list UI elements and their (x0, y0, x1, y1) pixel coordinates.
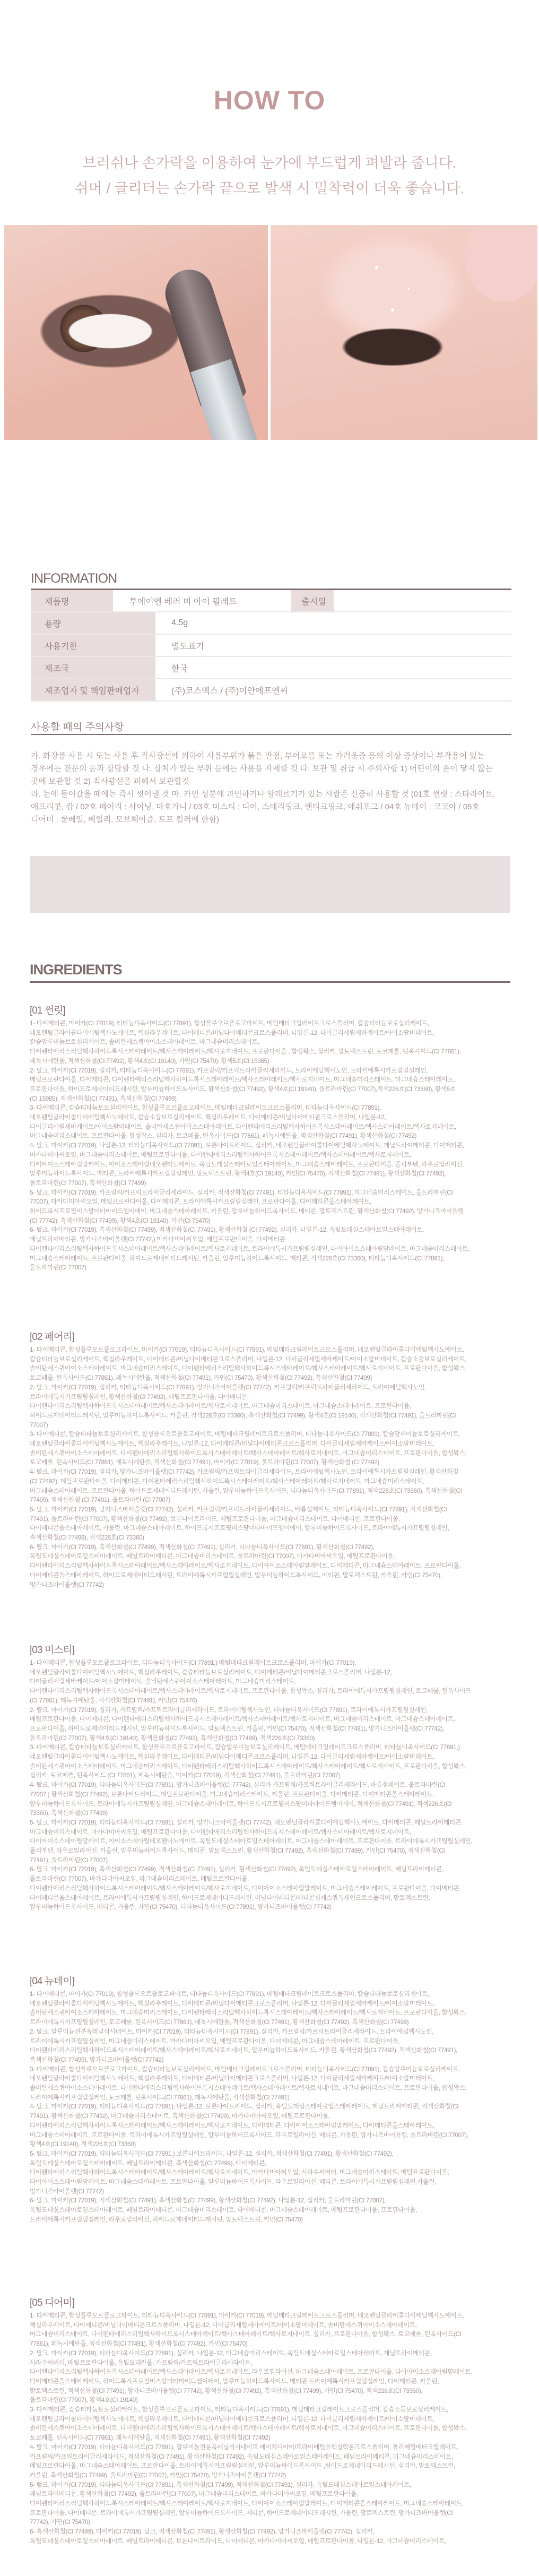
eye-glitter-finger-photo (271, 225, 537, 440)
ingredient-item: 1- 다이메티콘, 합성플루오르플로고파이트, 마이카(CI 77019), 티타늄디옥사이드(CI 77891), 메틸메타크릴레이트크로스폴리머, 네오펜틸글라이콜다이에틸헥사노에이트, 칼슘티타늄보로실리케이트, 헥실라우레이트, 다이메티콘/비닐다이메티콘크로스폴리머, 나일론-12, 다이글리세릴세바케이트/아이소팔미테이트, 칼슘소듐보로실리케이트, 솔비탄세스퀴아이소스테아레이트, 마그네슘미리스테이트, 다이펜타에리스리틸헥사하이드록시스테아레이트/헥사스테아레이트/헥사로지네이트, 프로판다이올, 합성왁스, 토코페롤, 틴옥사이드(CI 77861), 페녹시에탄올, 적색산화철(CI 77491), 카민(CI 75470), 황색산화철(CI 77492), 흑색산화철(CI 77499) (30, 1346, 467, 1382)
ingredient-item: 4- 탈크, 마이카(CI 77019), 나일론-12, 티타늄디옥사이드(CI 77891), 보론나이트라이드, 실리카, 네오펜틸글라이콜다이에틸헥사노에이트, 페닐트라이메티콘, 다이메티콘, 마카다미아씨오일, 마그네슘미리스테이트, 메틸프로판다이올, 다이펜타에리스리틸헥사하이드록시스테아레이트/헥사스테아레이트/헥사로지네이트, 다이아이소스테아릴말레이트, 아이소스테아릴네오펜타노에이트, 옥틸도데실스테아로일스테아레이트, 마그네슘스테아레이트, 프로판다이올, 폴리부텐, 라우로일라이신, 알루미늄하이드록사이드, 메티콘, 트라이에톡시카프릴릴실레인, 말토덱스트린, 황색4호(CI 19140), 카민(CI 75470), 적색산화철(CI 77491), 황색산화철(CI 77492), 울트라마린(CI 77007), 흑색산화철(CI 77499) (30, 1142, 464, 1187)
divider (30, 981, 510, 983)
ingredient-item: 5- 탈크, 마이카(CI 77019), 카프릴릭/카프릭트라이글리세라이드, 실리카, 적색산화철(CI 77491), 티타늄디옥사이드(CI 77891), 마그네슘미리스테이트, 울트라마린(CI 77007), 마카다미아씨오일, 메틸프로판다이올, 다이메티콘, 트라이에톡시카프릴릴실레인, 프로판다이올, 다이메티콘올스테아레이트, 하이드록시프로필비스팔미타마이드엠이에이, 마그네슘스테아레이트, 카올린, 알루미늄하이드록사이드, 메티콘, 말토덱스트린, 황색산화철(CI 77492), 망가니즈바이올렛 (CI 77742), 흑색산화철(CI 77499), 황색4호(CI 19140), 카민(CI 75470) (30, 1188, 464, 1224)
ingredient-item: 6- 탈크, 마이카(CI 77019), 흑색산화철(CI 77499), 적색산화철(CI 77491), 실리카, 티타늄디옥사이드(CI 77891), 황색산화철(CI 77492), 옥틸도데실스테아로일스테아레이트, 페닐트라이메티콘, 마그네슘미리스테이트, 울트라마린(CI 77007), 마카다미아씨오일, 메틸프로판다이올, 다이펜타에리스리틸헥사하이드록시스테아레이트/헥사스테아레이트/헥사로지네이트, 다이아이소스테아릴말레이트, 다이메티콘, 마그네슘스테아레이트, 프로판다이올, 다이메티콘올스테아레이트, 하이드로제네이티드레시틴, 트라이에톡시카프릴릴실레인, 알루미늄하이드록사이드, 메티콘, 말토덱스트린, 카올린, 카민(CI 75470), 망가니즈바이올렛(CI 77742) (30, 1543, 461, 1588)
howto-instruction-2: 쉬머 / 글리터는 손가락 끝으로 발색 시 밀착력이 더욱 좋습니다. (74, 180, 465, 196)
ingredient-item: 6- 탈크, 마이카(CI 77019), 흑색산화철(CI 77499), 적색산화철(CI 77491), 황색산화철 (CI 77492), 실리카, 나일론-12, 옥틸도데실스테아로일스테아레이트, 페닐트라이메티콘, 망가니즈바이올렛(CI 77742,) 마카다미아씨오일, 메틸프로판다이올, 다이메티콘 다이펜타에리스리틸헥사하이드록시스테아레이트/헥사스테아레이트/헥사로지네이트, 트라이에톡시카프릴릴실레인, 다이아이소스테아릴말레이트, 마그네슘미리스테이트, 마그네슘스테아레이트, 프로판다이올, 하이드로제네이티드레시틴, 카올린, 알루미늄하이드록사이드, 메티콘, 적색226호(CI 73360), 티타늄디옥사이드(CI 77891), 울트라마린(CI 77007) (30, 1226, 470, 1272)
ingredient-item: 2- 탈크, 마이카(CI 77019), 실리카, 카프릴릭/카프릭트라이글리세라이드, 트라이에틸헥사노인, 티타늄디옥사이드(CI 77891), 트라이에톡시카프릴릴실레인, 메틸프로판다이올, 다이메티콘, 다이펜타에리스리틸헥사하이드록시스테아레이트/헥사스테아레이트/헥사로지네이트, 마그네슘미리스테이트, 마그네슘스테아레이트, 프로판다이올, 하이드로제네이티드레시틴, 알루미늄하이드록사이드, 말토덱스트린, 카올린, 카민(CI 75470), 적색산화철(CI 77491), 망가니즈바이올렛(CI 77742), 울트라마린(CI 77007), 황색4호(CI 19140), 황색산화철(CI 77492), 흑색산화철(CI 77499), 적색226호(CI 73360) (30, 1706, 455, 1742)
ingredient-item: 5- 탈크, 마이카(CI 77019), 티타늄디옥사이드(CI 77891), 흑색산화철(CI 77499), 적색산화철(CI 77491), 실리카, 옥틸도데실스테아로일스테아레이트, 페닐트라이메티콘, 황색산화철(CI 77492), 울트라마린(CI 77007), 마그네슘미리스테이트, 마카다미아씨오일, 메틸프로판다이올, 다이펜타에리스리틸헥사하이드록시스테아레이트/헥사스테아레이트/헥사로지네이트, 다이아이소스테아릴말레이트, 다이메티콘올스테아레이트, 마그네슘스테아레이트, 프로판다이올, 다이메티콘, 트라이에톡시카프릴릴실레인, 알루미늄하이드록사이드, 메티콘, 하이드로제네이티드레시틴, 카올린, 말토덱스트린, 망가니즈바이올렛(CI 77742), 카민(CI 75470) (30, 2480, 464, 2526)
ingredient-item: 6- 탈크, 마이카(CI 77019), 적색산화철(CI 77491), 흑색산화철(CI 77499), 황색산화철(CI 77492), 나일론-12, 실리카, 울트라마린(CI 77007), 옥틸도데실스테아로일스테아레이트, 페닐트라이메티콘, 마그네슘미리스테이트, 다이메티콘, 마그네슘스테아레이트, 메틸프로판다이올, 프로판다이올, 트라이에톡시카프릴릴실레인, 라우로일라이신, 하이드로제네이티드레시틴, 말토덱스트린, 카민(CI 75470) (30, 2197, 418, 2223)
ingredient-section-title: [05 디어미] (30, 2297, 75, 2309)
ingredient-item: 3- 다이메티콘, 칼슘티타늄보로실리케이트, 합성플루오르플로고파이트, 티타늄디옥사이드(CI 77891), 메틸메타크릴레이트크로스폴리머, 칼슘소듐보로실리케이트, 네오펜틸글라이콜다이에틸헥사노에이트, 헥실라우레이트, 다이메티콘/비닐다이메티콘크로스폴리머, 나일론-12, 다이글리세릴세바케이트/아이소팔미테이트, 솔비탄세스퀴아이소스테아레이트, 다이펜타에리스리틸헥사하이드록시스테아레이트/헥사스테아레이트/헥사로지네이트, 마그네슘미리스테이트, 프로판다이올, 합성왁스, 토코페롤, 틴옥사이드(CI 77861), 페녹시에탄올, 적색산화철(CI 77491), 황색산화철(CI 77492) (30, 2406, 467, 2442)
caution-title: 사용할 때의 주의사항 (31, 722, 124, 733)
ingredient-item: 4- 탈크, 마이카(CI 77019), 티타늄디옥사이드(CI 77891), 알루미늄전분옥테닐석시네이트 에이치디아이/트라이메틸올헥실락톤크로스폴리머, 폴리메틸메타크릴레이트, 카프릴릭/카프릭트라이글리세라이드, 적색산화철(CI 77491), 황색산화철(CI 77492), 옥틸도데실스테아로일스테아레이트, 페닐트라이메티콘, 마그네슘미리스테이트, 메틸프로판다이올, 마그네슘스테아레이트, 프로판다이올, 트라이에톡시카프릴릴실레인, 알루미늄하이드록사이드 ,하이드로제네이티드레시틴, 실리카, 말토덱스트린, 카올린, 흑색산화철(CI 77499), 울트라마린(CI 77007), 카민(CI 75470), 망가니즈바이올렛(CI 77742) (30, 2443, 458, 2479)
ingredient-section (30, 1331, 528, 1589)
ingredient-section (30, 1975, 528, 2225)
ingredient-item: 2- 탈크, 마이카(CI 77019), 실리카, 티타늄디옥사이드(CI 77891), 카프릴릭/카프릭트라이글리세라이드, 트라이에틸헥사노인, 트라이에톡시카프릴릴실레인, 메틸프로판다이올, 다이메티콘, 다이펜타에리스리틸헥사하이드록시스테아레이트/헥사스테아레이트/헥사로지네이트, 마그네슘미리스테이트, 마그네슘스테아레이트, 프로판다이올, 하이드로제네이티드레시틴, 알루미늄하이드록사이드, 황색산화철(CI 77492), 황색4호(CI 19140), 울트라마린(CI 77007),적색226호(CI 73360), 황색5호 (CI 15985), 적색산화철(CI 77491), 흑색산화철(CI 77499) (30, 1066, 456, 1102)
ingredient-item: 5- 탈크, 마이카(CI 77019), 티타늄디옥사이드(CI 77891,) 보론나이트라이드, 나일론-12, 실리카, 적색산화철(CI 77491), 황색산화철(CI 77492), 옥틸도데실스테아로일스테아레이트, 페닐트라이메티콘, 흑색산화철(CI 77499), 다이메티콘, 다이펜타에리스리틸헥사하이드록시스테아레이트/헥사스테아레이트/헥사로지네이트, 마카다미아씨오일, 사라수씨버터, 마그네슘미리스테이트, 메틸프로판다이올, 다이아이소스테아릴말레이트, 마그네슘스테아레이트, 프로판다이올, 알루미늄하이드록사이드, 라우로일라이신, 메티콘, 트라이에톡시카프릴릴실레인 카올린, 망가니즈바이올렛(CI 77742) (30, 2149, 449, 2195)
ingredient-item: 2- 탈크, 마이카(CI 77019), 실리카, 티타늄디옥사이드(CI 77891), 망가니즈바이올렛(CI 77742), 카프릴릭/카프릭트라이글리세라이드, 트라이에틸헥사노인, 트라이에톡시카프릴릴실레인, 황색산화철(CI 77492), 메틸프로판다이올, 다이메티콘, 다이펜타에리스리틸헥사하이드록시스테아레이트/헥사스테아레이트/헥사로지네이트, 마그네슘미리스테이트, 마그네슘스테아레이트, 프로판다이올, 하이드로제네이티드레시틴, 알루미늄하이드록사이드, 카올린, 적색226호(CI 73360), 흑색산화철(CI 77499), 황색4호(CI 19140), 적색산화철(CI 77491), 울트라마린(CI 77007) (30, 1383, 456, 1429)
ingredient-item: 1- 다이메티콘, 합성플루오르플로고파이트, 티타늄디옥사이드(CI 77891), 마이카(CI 77019), 메틸메타크릴레이트크로스폴리머, 네오펜틸글라이콜다이에틸헥사노에이트, 헥실라우레이트, 다이메티콘/비닐다이메티콘크로스폴리머, 나일론-12, 다이글리세릴세바케이트/아이소팔미테이트, 솔비탄세스퀴아이소스테아레이트, 마그네슘미리스테이트, 다이펜타에리스리틸헥사하이드록시스테아레이트/헥사스테아레이트/헥사로지네이트, 실리카, 프로판다이올, 합성왁스, 토코페롤, 틴옥사이드(CI 77861), 페녹시에탄올, 적색산화철(CI 77491), 황색산화철(CI 77492), 카민(CI 75470) (30, 2312, 464, 2348)
ingredient-section-title: [04 뉴데이] (30, 1976, 75, 1987)
ingredient-item: 3- 다이메티콘, 칼슘티타늄보로실리케이트, 합성플루오르플로고파이트, 메틸메타크릴레이트크로스폴리머, 티타늄디옥사이드(CI 77891), 칼슘알루미늄보로실리케이트, 네오펜틸글라이콜다이에틸헥사노에이트, 헥실라우레이트, 나일론-12, 다이메티콘/비닐다이메티콘크로스폴리머, 다이글리세릴세바케이트/아이소팔미테이트, 솔비탄세스퀴아이소스테아레이트, 다이펜타에리스리틸헥사하이드록시스테아레이트/헥사스테아레이트/헥사로지네이트, 마그네슘미리스테이트, 프로판다이올, 합성왁스, 토코페롤, 틴옥사이드(CI 77861), 페녹시에탄올, 적색산화철(CI 77491), 마이카(CI 77019), 울트라마린(CI 77007), 황색산화철 (CI 77492) (30, 1430, 467, 1466)
divider (31, 734, 511, 735)
ingredient-section-title: [03 미스티] (30, 1645, 75, 1656)
howto-instruction-1: 브러쉬나 손가락을 이용하여 눈가에 부드럽게 펴발라 줍니다. (82, 155, 457, 171)
eye-brush-application-photo (4, 225, 268, 440)
info-label: 제조업자 및 책임판매업자 (31, 679, 155, 701)
ingredients-title: INGREDIENTS (30, 962, 122, 978)
ingredient-item: 4- 탈크, 마이카(CI 77019), 티타늄디옥사이드(CI 77891), 나일론-12, 보론나이트라이드, 실리카, 옥틸도데실스테아로일스테아레이트, 페닐트라이메티콘, 적색산화철(CI 77491), 황색산화철(CI 77492), 마그네슘미리스테이트, 흑색산화철(CI 77499), 마카다미아씨오일, 메틸프로판다이올, 다이펜타에리스리틸헥사하이드록시스테아레이트/헥사스테아레이트/헥사로지네이트, 다이메티콘, 다이아이소스테아릴말레이트, 다이메티콘올스테아레이트, 마그네슘스테아레이트, 프로판다이올, 트라이에톡시카프릴릴실레인, 알루미늄하이드록사이드, 라우로일라이신, 메티콘, 카올린, 망가니즈바이올렛, 울트라마린(CI 77007), 황색4호(CI 19140), 적색226호(CI 73360) (30, 2103, 468, 2148)
info-row-manufacturer (31, 679, 511, 702)
info-value: 투에이엔 베러 미 아이 팔레트 (129, 597, 237, 607)
ingredient-item: 6- 탈크, 마이카(CI 77019), 흑색산화철(CI 77499), 적색산화철(CI 77491), 실리카, 황색산화철(CI 77492), 옥틸도데실스테아로일스테아레이트, 페닐트라이메티콘, 울트라마린(CI 77007), 마카다미아씨오일, 마그네슘미리스테이트, 메틸프로판다이올, 다이펜타에리스리틸헥사하이드록시스테아레이트/헥사스테아레이트/헥사로지네이트, 다이아이소스테아릴말레이트, 마그네슘스테아레이트, 프로판다이올, 다이메티콘, 다이메티콘올스테아레이트, 트라이에톡시카프릴릴실레인, 하이드로제네이티드레시틴, 비닐다이메티콘/메티콘실세스퀴옥세인크로스폴리머, 말토덱스트린, 알루미늄하이드록사이드, 메티콘, 카올린, 카민(CI 75470), 티타늄디옥사이드(CI 77891), 망가니즈바이올렛(CI 77742) (30, 1865, 461, 1911)
info-row-capacity (31, 612, 511, 635)
caution-text: 가. 화장품 사용 시 또는 사용 후 직사광선에 의하여 사용부위가 붉은 반점, 부어오름 또는 가려움증 등의 이상 증상이나 부작용이 있는 경우에는 전문의 등과 상담할 것 나. 상처가 있는 부위 등에는 사용을 자제할 것 다. 보관 및 취급 시 주의사항 1) 어린이의 손이 닿지 않는 곳에 보관할 것 2) 직사광선을 피해서 보관할것 라. 눈에 들어갔을 때에는 즉시 씻어낼 것 마. 카민 성분에 과민하거나 알레르기가 있는 사람은 신중히 사용할 것 (01호 썬릿 : 스타라이트, 애프리콧, 캄 / 02호 페어리 : 샤이닝, 마호가니 / 03호 미스티 : 디어, 스테리핑크, 앤티크핑크, 애쉬포그 / 04호 뉴데이 : 코코아 / 05호 디어미 : 쿨베일, 베일리, 모브헤이즐, 토프 컬러에 한함) (31, 751, 495, 824)
info-value: 별도표기 (171, 642, 204, 651)
info-label: 용량 (31, 612, 155, 634)
info-value: 4.5g (171, 618, 188, 627)
ingredient-section (30, 1005, 528, 1273)
info-row-country (31, 657, 511, 679)
ingredient-item: 5- 탈크, 마이카(CI 77019), 티타늄디옥사이드(CI 77891), 실리카, 망가니즈바이올렛(CI 77742), 네오펜틸글라이콜다이에틸헥사노에이트, 다이메티콘, 페닐트라이메티콘, 마그네슘미리스테이트, 마카다미아씨오일, 메틸프로판다이올, 다이펜타에리스리틸헥사하이드록시스테아레이트/헥사스테아레이트/헥사로지네이트, 다이아이소스테아릴말레이트, 아이소스테아릴네오펜타노에이트, 옥틸도데실스테아로일스테아레이트, 마그네슘스테아레이트, 프로판다이올, 트라이에톡시카프릴릴실레인, 폴리부텐, 라우로일라이신, 카올린, 알루미늄하이드록사이드, 메티콘, 말토덱스트린, 황색산화철(CI 77492), 흑색산화철(CI 77499), 카민(CI 75470), 적색산화철(CI 77491), 울트라마린(CI 77007) (30, 1818, 473, 1864)
ingredient-item: 2- 탈크, 알루미늄전분옥테닐석시네이트, 마이카(CI 77019), 티타늄디옥사이드(CI 77891), 실리카, 카프릴릭/카프릭트라이글리세라이드, 트라이에틸헥사노인, 트라이에톡시카프릴릴실레인, 마그네슘미리스테이트, 마카다미아씨오일, 메틸프로판다이올, 다이메티콘, 마그네슘스테아레이트, 프로판다이올, 다이펜타에리스리틸헥사하이드록시스테아레이트/헥사스테아레이트/헥사로지네이트, 알루미늄하이드록사이드, 카올린, 황색산화철(CI 77492), 적색산화철(CI 77491), 흑색산화철(CI 77499), 망가니즈바이올렛(CI 77742) (30, 2027, 457, 2063)
info-label: 사용기한 (31, 635, 155, 656)
info-label: 제조국 (31, 657, 155, 678)
info-label: 제품명 (31, 590, 113, 611)
information-title: INFORMATION (31, 571, 117, 586)
ingredient-section-title: [01 썬릿] (30, 1005, 65, 1016)
info-row-product-name (31, 590, 511, 612)
info-value: 한국 (171, 664, 188, 673)
ingredient-item: 1- 다이메티콘, 마이카(CI 77019), 합성플루오르플로고파이트, 티타늄디옥사이드(CI 77891), 메틸메타크릴레이트크로스폴리머, 칼슘티타늄보로실리케이트, 네오펜틸글라이콜다이에틸헥사노에이트, 헥실라우레이트, 다이메티콘/비닐다이메티콘크로스폴리머, 나일론-12, 다이글리세릴세바케이트/아이소팔미테이트, 솔비탄세스퀴아이소스테아레이트, 마그네슘미리스테이트, 다이펜타에리스리틸헥사하이드록시스테아레이트/헥사스테아레이트/헥사로지네이트, 프로판다이올, 합성왁스, 트라이에톡시카프릴릴실레인, 토코페롤, 틴옥사이드(CI 77861), 페녹시에탄올, 적색산화철(CI 77491), 황색산화철(CI 77492), 흑색산화철(CI 77499) (30, 1990, 467, 2026)
brush-handle (190, 359, 264, 440)
information-table (31, 589, 511, 702)
info-value: (주)코스맥스 / (주)이안에프엔씨 (171, 686, 289, 696)
ingredient-item: 4- 탈크, 마이카(CI 77019), 실리카, 망가니즈바이올렛(CI 77742), 카프릴릭/카프릭트라이글리세라이드, 트라이에틸헥사노인, 트라이에톡시카프릴릴실레인, 황색산화철 (CI 77492), 메틸프로판다이올, 다이메티콘, 다이펜타에리스리틸헥사하이드록시스테아레이트/헥사스테아레이트/헥사로지네이트, 마그네슘미리스테이트, 마그네슘스테아레이트, 프로판다이올, 하이드로제네이티드레시틴, 카올린, 알루미늄하이드록사이드, 티타늄디옥사이드(CI 77891), 적색226호(CI 73360), 흑색산화철(CI 77499), 적색산화철 (CI 77491), 울트라마린 (CI 77007) (30, 1468, 462, 1504)
placeholder-banner (30, 856, 510, 913)
ingredient-section (30, 2297, 528, 2546)
ingredient-item: 6- 흑색산화철(CI 77499), 마이카(CI 77019), 탈크, 적색산화철(CI 77491), 황색산화철(CI 77492), 망가니즈바이올렛(CI 77742), 실리카, 옥틸도데실스테아로일스테아레이트, 페닐트라이메티콘, 보론나이트라이드, 다이메티콘, 마카다미아씨오일, 메틸프로판다이올, 나일론-12, 마그네슘미리스테이트, (30, 2528, 446, 2545)
ingredient-item: 1- 다이메티콘, 합성플루오르플로고파이트, 티타늄디옥사이드(CI 77891,) 메틸메타크릴레이트크로스폴리머, 마이카(CI 77019), 네오펜틸글라이콜다이에틸헥사노에이트, 헥실라우레이트, 칼슘티타늄보로실리케이트, 다이메티콘/비닐다이메티콘크로스폴리머, 나일론-12, 다이글리세릴세바케이트/아이소팔미테이트, 솔비탄세스퀴아이소스테아레이트, 마그네슘미리스테이트, 다이펜타에리스리틸헥사하이드록시스테아레이트/헥사스테아레이트/헥사로지네이트, 프로판다이올, 합성왁스, 실리카, 트라이에톡시카프릴릴실레인, 토코페롤, 틴옥사이드 (CI 77861), 페녹시에탄올, 적색산화철(CI 77491), 카민(CI 75470) (30, 1659, 471, 1704)
ingredient-item: 4- 탈크, 마이카(CI 77019), 티타늄디옥사이드(CI 77891), 망가니즈바이올렛(CI 77742), 실리카 카프릴릭/카프릭트라이글리세라이드, 바륨설페이트, 울트라마린(CI 77007,) 황색산화철(CI 77492), 보론나이트라이드, 메틸프로판다이올, 마그네슘미리스테이트, 카올린, 프로판다이올, 다이메티콘, 다이메티콘올스테아레이트, 알루미늄하이드록사이드, 트라이에톡시카프릴릴실레인, 마그네슘스테아레이트, 하이드록시프로필비스팔미타마이드엠이에이, 적색산화철(CI 77491), 적색226호(CI 73360), 흑색산화철(CI 77499) (30, 1781, 452, 1817)
ingredient-item: 5- 탈크, 마이카(CI 77019), 망가니즈바이올렛(CI 77742), 실리카, 카프릴릭/카프릭트라이글리세라이드, 바륨설페이트, 티타늄디옥사이드(CI 77891), 적색산화철(CI 77491), 울트라마린(CI 77007), 황색산화철(CI 77492), 보론나이트라이드, 메틸프로판다이올, 마그네슘미리스테이트, 다이메티콘, 프로판다이올, 다이메티콘올스테아레이트, 카올린, 마그네슘스테아레이트, 하이드록시프로필비스팔미타마이드엠이에이, 알루미늄하이드록사이드, 트라이에톡시카프릴릴실레인, 흑색산화철(CI 77499), 적색226호(CI 73360) (30, 1505, 449, 1542)
ingredient-section (30, 1644, 528, 1912)
ingredient-item: 2- 탈크, 마이카(CI 77019), 티타늄디옥사이드(CI 77891), 실리카, 나일론-12, 마그네슘미리스테이트, 옥틸도데실스테아로일스테아레이트, 페닐트라이메티콘, 사라수씨버터, 메틸프로판다이올, 옥틸도데칸올, 카프릴릭/카프릭트라이글리세라이드, 다이펜타에리스리틸헥사하이드록시스테아레이트/헥사스테아레이트/헥사로지네이트, 라우로일라이신, 마그네슘스테아레이트, 프로판다이올, 다이아이소스테아릴말레이트, 다이메티콘올스테아레이트, 하이드록시프로필비스팔미타마이드엠이에이, 알루미늄하이드록사이드, 메티콘 트라이에톡시카프릴릴실레인, 다이메티콘, 카올린, 말토덱스트린, 적색산화철(CI 77491), 망가니즈바이올렛(CI 77742), 황색산화철(CI 77492), 흑색산화철(CI 77499), 카민(CI 75470), 적색226호(CI 73360), 울트라마린(CI 77007), 황색4호(CI 19140) (30, 2349, 473, 2404)
info-label-release-date: 출시일 (291, 590, 334, 611)
ingredient-item: 3- 다이메티콘, 칼슘티타늄보로실리케이트, 합성플루오르플로고파이트, 메틸메타크릴레이트크로스폴리머, 티타늄디옥사이드(CI 77891), 네오펜틸글라이콜다이에틸헥사노에이트, 칼슘소듐보로실리케이트, 헥실라우레이트, 다이메티콘/비닐다이메티콘크로스폴리머, 나일론-12, 다이글리세릴세바케이트/아이소팔미테이트, 솔비탄세스퀴아이소스테아레이트, 다이펜타에리스리틸헥사하이드록시스테아레이트/헥사스테아레이트/헥사로지네이트, 마그네슘미리스테이트, 프로판다이올, 합성왁스, 실리카, 토코페롤, 틴옥사이드(CI 77861), 페녹시에탄올, 적색산화철(CI 77491), 황색산화철(CI 77492) (30, 1104, 456, 1140)
ingredient-item: 3- 다이메티콘, 칼슘티타늄보로실리케이트, 합성플루오르플로고파이트, 칼슘알루미늄보로실리케이트, 메틸메타크릴레이트크로스폴리머, 티타늄디옥사이드(CI 77891,) 네오펜틸글라이콜다이에틸헥사노에이트, 헥실라우레이트, 다이메티콘/비닐다이메티콘크로스폴리머, 나일론-12, 다이글리세릴세바케이트/아이소팔미테이트, 솔비탄세스퀴아이소스테아레이트, 마그네슘미리스테이트, 다이펜타에리스리틸헥사하이드록시스테아레이트/헥사스테아레이트/헥사로지네이트, 프로판다이올, 합성왁스, 실리카, 토코페롤, 틴옥사이드 (CI 77861), 페녹시에탄올, 마이카(CI 77019), 적색산화철(CI 77491), 울트라마린(CI 77007) (30, 1743, 467, 1779)
info-row-expiry (31, 635, 511, 657)
ingredient-item: 1- 다이메티콘, 마이카(CI 77019), 티타늄디옥사이드(CI 77891), 합성플루오르플로고파이트, 메틸메타크릴레이트크로스폴리머, 칼슘티타늄보로실리케이트, 네오펜틸글라이콜다이에틸헥사노에이트, 헥실라우레이트, 다이메티콘/비닐다이메티콘크로스폴리머, 나일론-12, 다이글리세릴세바케이트/아이소팔미테이트, 칼슘알루미늄보로실리케이트, 솔비탄세스퀴아이소스테아레이트, 마그네슘미리스테이트, 다이펜타에리스리틸헥사하이드록시스테아레이트/헥사스테아레이트/헥사로지네이트, 프로판다이올 , 합성왁스, 실리카, 말토덱스트린, 토코페롤, 틴옥사이드(CI 77861), 페녹시에탄올, 적색산화철(CI 77491), 황색4호(CI 19140), 카민(CI 75470), 황색5호(CI 15985) (30, 1019, 461, 1065)
ingredient-item: 3- 다이메티콘, 합성플루오르플로고파이트, 칼슘티타늄보로실리케이트, 메틸메타크릴레이트크로스폴리머, 티타늄디옥사이드(CI 77891), 칼슘알루미늄보로실리케이트, 네오펜틸글라이콜다이에틸헥사노에이트, 헥실라우레이트, 다이메티콘/비닐다이메티콘크로스폴리머, 나일론-12, 다이글리세릴세바케이트/아이소팔미테이트, 솔비탄세스퀴아이소스테아레이트, 다이펜타에리스리틸헥사하이드록시스테아레이트/헥사스테아레이트/헥사로지네이트, 마그네슘미리스테이트, 프로판다이올, 합성왁스, 트라이에톡시카프릴릴실레인, 토코페롤, 틴옥사이드(CI 77861), 페녹시에탄올, 적색산화철(CI 77491) (30, 2065, 467, 2101)
howto-title: HOW TO (213, 85, 326, 115)
ingredient-section-title: [02 페어리] (30, 1332, 75, 1343)
